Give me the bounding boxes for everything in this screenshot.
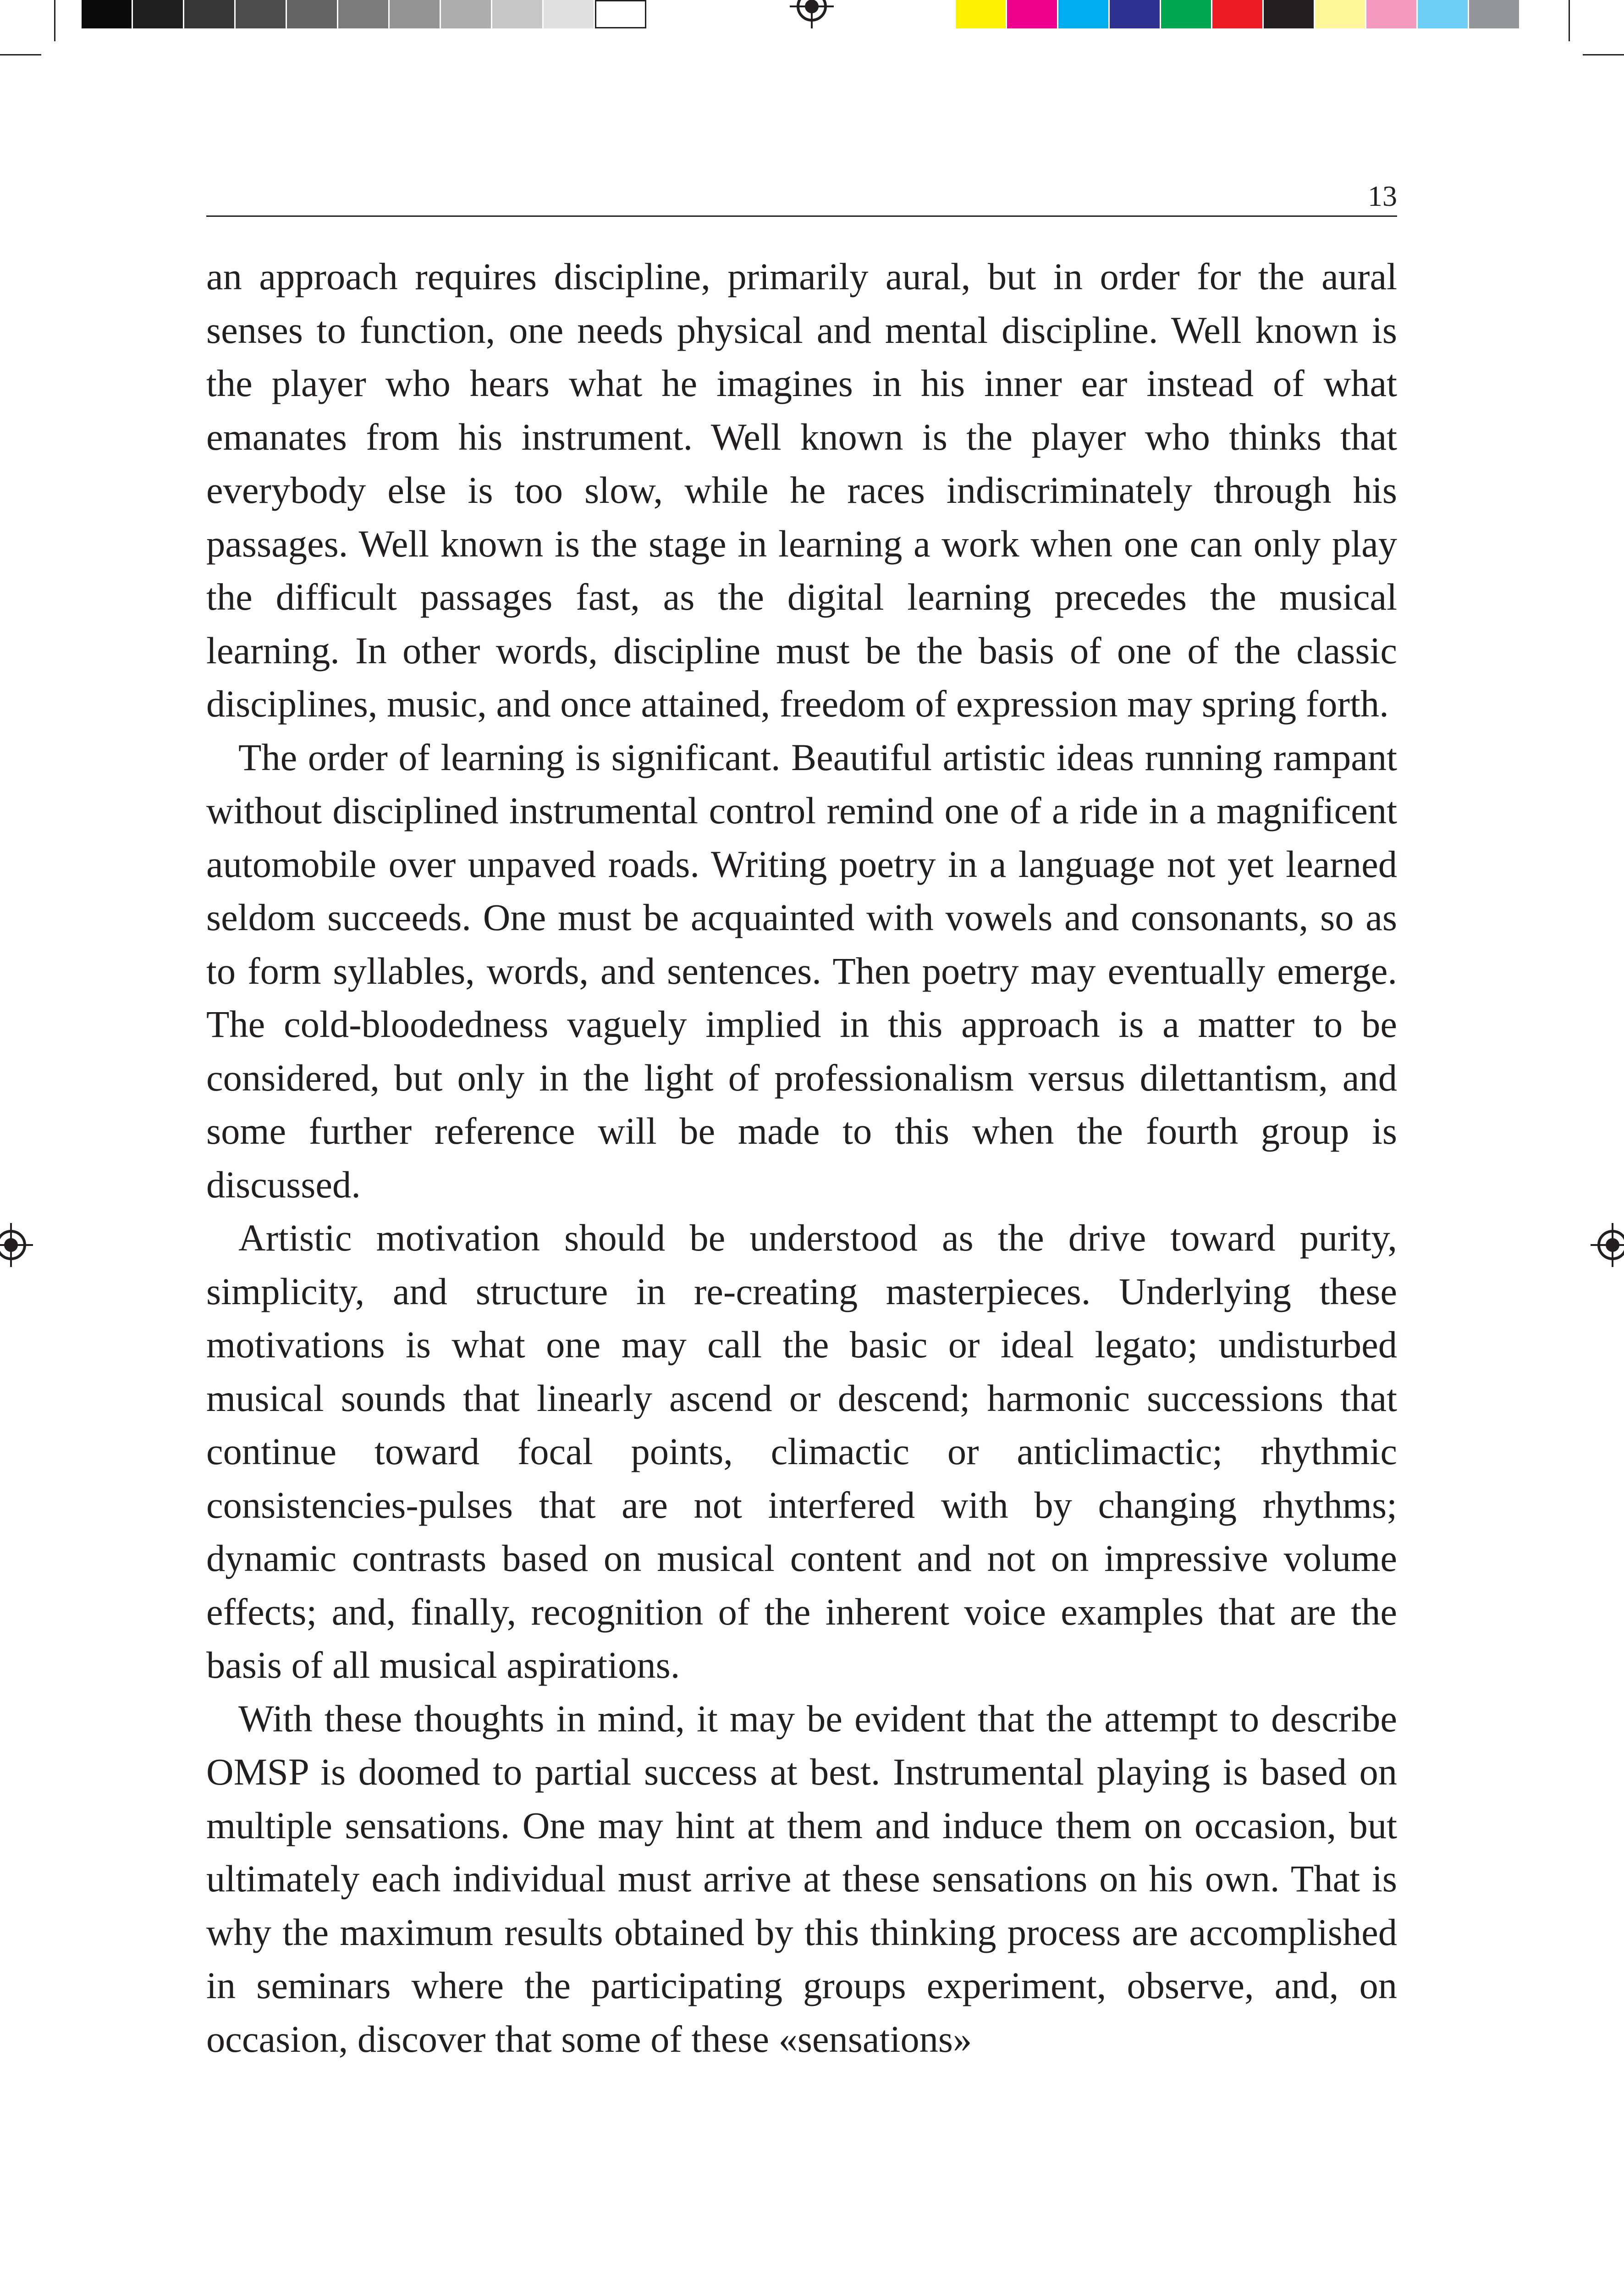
page-number: 13 [1368, 180, 1397, 212]
process-color-bar [956, 0, 1520, 28]
paragraph: With these thoughts in mind, it may be evident that the attempt to describe OMSP is doomed to partial success at best. Instrumental playing is based on multiple sensations. One may hint at them and induce them on occasion, but ultimately each individual must arrive at these sensations on his own. That is why the maximum results obtained by this thinking process are accomplished in seminars where the participating groups experiment, observe, and, on occasion, discover that some of these «sensations» [206, 1697, 1397, 2060]
running-head [206, 179, 1397, 217]
crop-mark-top-right-horizontal [1583, 54, 1624, 55]
gray-swatch [544, 0, 595, 28]
registration-mark-left-icon [0, 1223, 33, 1267]
gray-swatch [390, 0, 441, 28]
gray-swatch [492, 0, 544, 28]
grayscale-color-bar [82, 0, 646, 28]
gray-swatch [236, 0, 287, 28]
crop-mark-top-left-horizontal [0, 54, 41, 55]
color-swatch [1418, 0, 1469, 28]
color-swatch [956, 0, 1007, 28]
gray-swatch [184, 0, 236, 28]
paragraph: an approach requires discipline, primarily aural, but in order for the aural senses to function, one needs physical and mental discipline. Well known is the player who hears what he imagines in his inner ear instead of what emanates from his instrument. Well known is the player who thinks that everybody else is too slow, while he races indiscriminately through his passages. Well known is the stage in learning a work when one can only play the difficult passages fast, as the digital learning precedes the musical learning. In other words, discipline must be the basis of one of the classic disciplines, music, and once attained, freedom of expression may spring forth. [206, 255, 1397, 725]
body-text [206, 250, 1397, 2066]
color-swatch [1264, 0, 1315, 28]
gray-swatch [441, 0, 492, 28]
registration-mark-top-icon [790, 0, 834, 28]
color-swatch [1366, 0, 1418, 28]
paragraph: Artistic motivation should be understood as the drive toward purity, simplicity, and structure in re-creating masterpieces. Underlying these motivations is what one may call the basic or ideal legato; undisturbed musical sounds that linearly ascend or descend; harmonic successions that continue toward focal points, climactic or anticlimactic; rhythmic consistencies-pulses that are not interfered with by changing rhythms; dynamic contrasts based on musical content and not on impressive volume effects; and, finally, recognition of the inherent voice examples that are the basis of all musical aspirations. [206, 1217, 1397, 1686]
crop-mark-top-left-vertical [54, 0, 55, 41]
color-swatch [1110, 0, 1161, 28]
color-swatch [1212, 0, 1264, 28]
registration-mark-right-icon [1591, 1223, 1624, 1267]
color-swatch [1058, 0, 1110, 28]
gray-swatch [595, 0, 646, 28]
color-swatch [1007, 0, 1058, 28]
color-swatch [1161, 0, 1212, 28]
gray-swatch [133, 0, 184, 28]
color-swatch [1469, 0, 1520, 28]
gray-swatch [338, 0, 390, 28]
paragraph: The order of learning is significant. Beautiful artistic ideas running rampant without disciplined instrumental control remind one of a ride in a magnificent automobile over unpaved roads. Writing poetry in a language not yet learned seldom succeeds. One must be acquainted with vowels and consonants, so as to form syllables, words, and sentences. Then poetry may eventually emerge. The cold-bloodedness vaguely implied in this approach is a matter to be considered, but only in the light of professionalism versus dilettantism, and some further reference will be made to this when the fourth group is discussed. [206, 736, 1397, 1206]
crop-mark-top-right-vertical [1569, 0, 1570, 41]
gray-swatch [287, 0, 338, 28]
color-swatch [1315, 0, 1366, 28]
gray-swatch [82, 0, 133, 28]
